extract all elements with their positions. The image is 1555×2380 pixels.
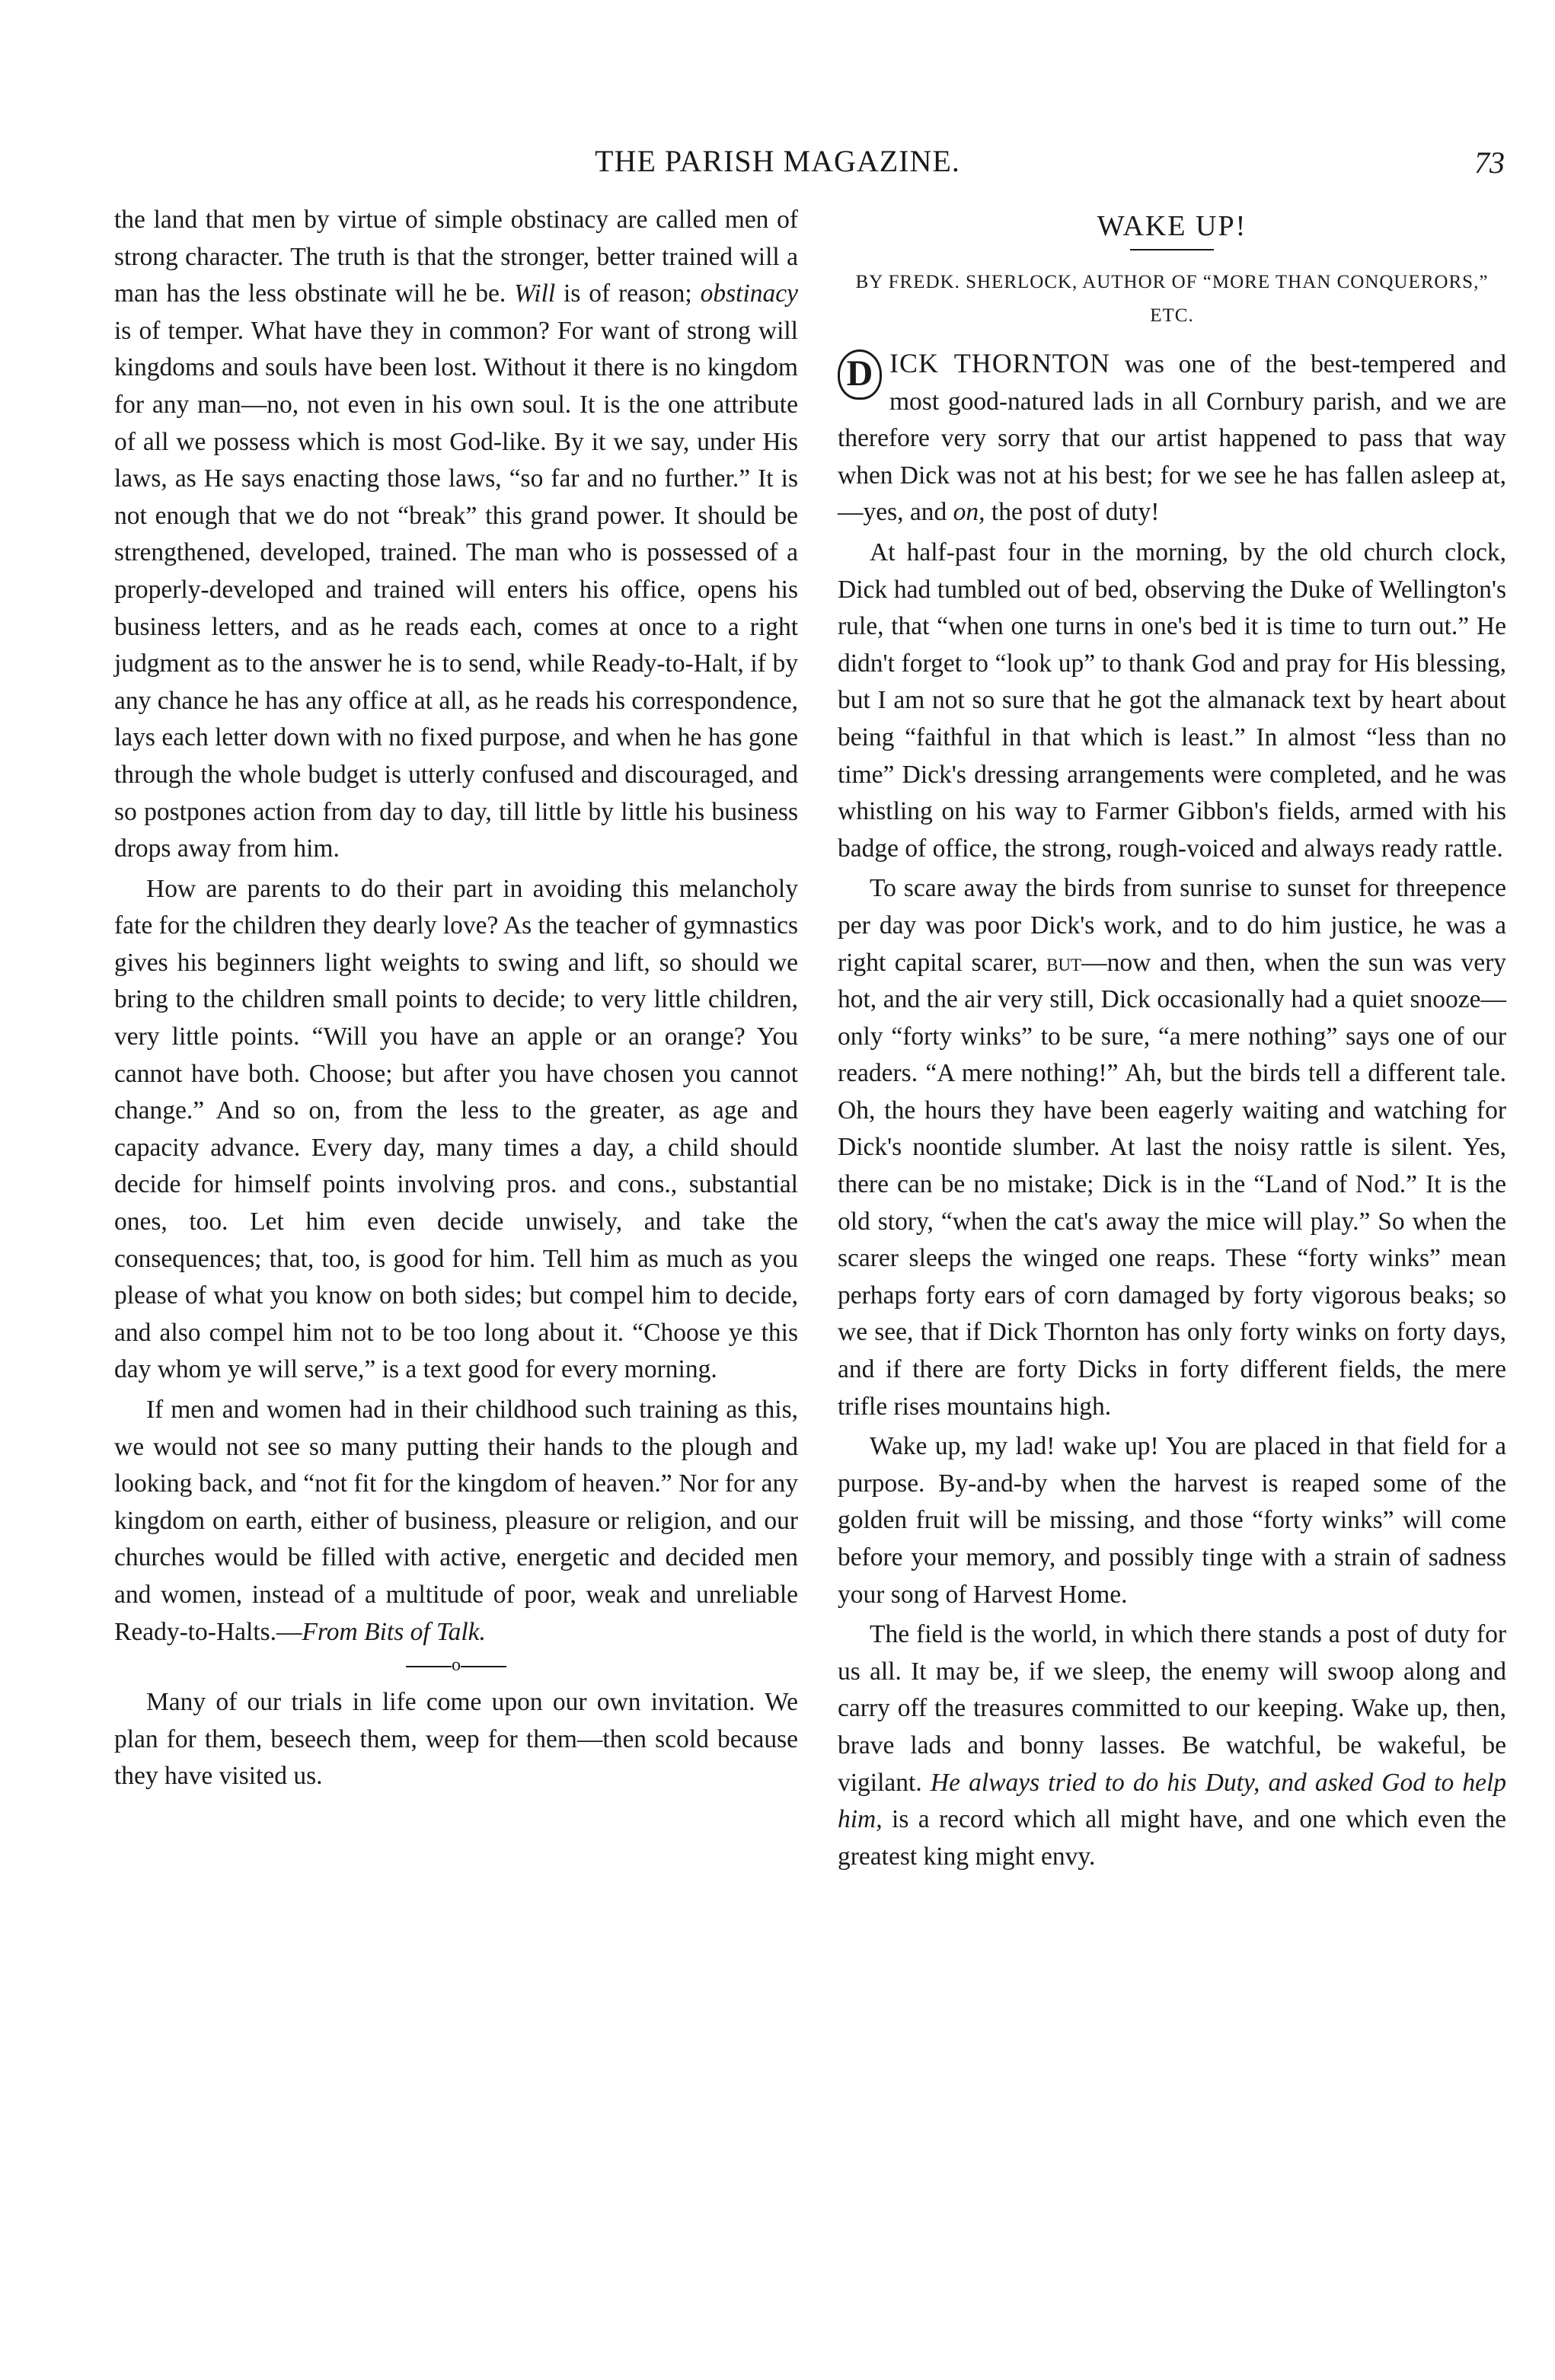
left-paragraph-2: How are parents to do their part in avoiding this melancholy fate for the children they dearly love? As the teacher of gymnastics gives his beginners light weights to swing and lift, so should we bring to the children small points to decide; to very little children, very little points. “Will you have an apple or an orange? You cannot have both. Choose; but after you have chosen you cannot change.” And so on, from the less to the greater, as age and capacity advance. Every day, many times a day, a child should decide for himself points involving pros. and cons., substantial ones, too. Let him even decide unwisely, and take the consequences; that, too, is good for him. Tell him as much as you please of what you know on both sides; but compel him to decide, and also compel him not to be too long about it. “Choose ye this day whom ye will serve,” is a text good for every morning. [114,874,798,1384]
right-column [838,202,1506,1878]
running-head: THE PARISH MAGAZINE. [595,144,960,178]
right-paragraph-4: Wake up, my lad! wake up! You are placed in that field for a purpose. By-and-by when the harvest is reaped some of the golden fruit will be missing, and those “forty winks” will come before your memory, and possibly tinge with a strain of sadness your song of Harvest Home. [838,1432,1506,1609]
right-paragraph-2: At half-past four in the morning, by the old church clock, Dick had tumbled out of bed, observing the Duke of Wellington's rule, that “when one turns in one's bed it is time to turn out.” He didn't forget to “look up” to thank God and pray for His blessing, but I am not so sure that he got the almanack text by heart about being “faithful in that which is least.” In almost “less than no time” Dick's dressing arrangements were completed, and he was whistling on his way to Farmer Gibbon's fields, armed with his badge of office, the strong, rough-voiced and always ready rattle. [838,538,1506,863]
page-number: 73 [1474,145,1505,180]
right-paragraph-3: To scare away the birds from sunrise to sunset for threepence per day was poor Dick's work, and to do him justice, he was a right capital scarer, but—now and then, when the sun was very hot, and the air very still, Dick occasionally had a quiet snooze—only “forty winks” to be sure, “a mere nothing” says one of our readers. “A mere nothing!” Ah, but the birds tell a different tale. Oh, the hours they have been eagerly waiting and watching for Dick's noontide slumber. At last the noisy rattle is silent. Yes, there can be no mistake; Dick is in the “Land of Nod.” It is the old story, “when the cat's away the mice will play.” So when the scarer sleeps the winged one reaps. These “forty winks” mean perhaps forty ears of corn damaged by forty vigorous beaks; so we see, that if Dick Thornton has only forty winks on forty days, and if there are forty Dicks in forty different fields, the mere trifle rises mountains high. [838,874,1507,1421]
section-divider: o [114,1654,798,1677]
dropcap-letter: D [838,349,882,400]
article-byline: BY FREDK. SHERLOCK, AUTHOR OF “MORE THAN CONQUERORS,” ETC. [855,272,1489,326]
left-paragraph-1: the land that men by virtue of simple obstinacy are called men of strong character. The truth is that the stronger, better trained will a man has the less obstinate will he be. Will is of reason; obstinacy is of temper. What have they in common? For want of strong will kingdoms and souls have been lost. Without it there is no kingdom for any man—no, not even in his own soul. It is the one attribute of all we possess which is most God-like. By it we say, under His laws, as He says enacting those laws, “so far and no further.” It is not enough that we do not “break” this grand power. It should be strengthened, developed, trained. The man who is possessed of a properly-developed and trained will enters his office, opens his business letters, and as he reads each, comes at once to a right judgment as to the answer he is to send, while Ready-to-Halt, if by any chance he has any office at all, as he reads his correspondence, lays each letter down with no fixed purpose, and when he has gone through the whole budget is utterly confused and discouraged, and so postpones action from day to day, till little by little his business drops away from him. [114,206,799,863]
right-paragraph-1: D ICK THORNTON was one of the best-tempered and most good-natured lads in all Cornbury parish, and we are therefore very sorry that our artist happened to pass that way when Dick was not at his best; for we see he has fallen asleep at,—yes, and on, the post of duty! [838,348,1507,527]
article-title: WAKE UP! [1097,210,1247,242]
left-paragraph-4: Many of our trials in life come upon our own invitation. We plan for them, beseech them, weep for them—then scold because they have visited us. [114,1688,798,1791]
title-rule [1130,249,1214,250]
source-citation: From Bits of Talk. [302,1617,486,1646]
left-column [114,202,798,1798]
left-paragraph-3: If men and women had in their childhood such training as this, we would not see so many putting their hands to the plough and looking back, and “not fit for the kingdom of heaven.” Nor for any kingdom on earth, either of business, pleasure or religion, and our churches would be filled with active, energetic and decided men and women, instead of a multitude of poor, weak and unreliable Ready-to-Halts.—From Bits of Talk. [114,1396,798,1646]
right-paragraph-5: The field is the world, in which there stands a post of duty for us all. It may be, if we sleep, the enemy will swoop along and carry off the treasures committed to our keeping. Wake up, then, brave lads and bonny lasses. Be watchful, be wakeful, be vigilant. He always tried to do his Duty, and asked God to help him, is a record which all might have, and one which even the greatest king might envy. [838,1620,1507,1871]
